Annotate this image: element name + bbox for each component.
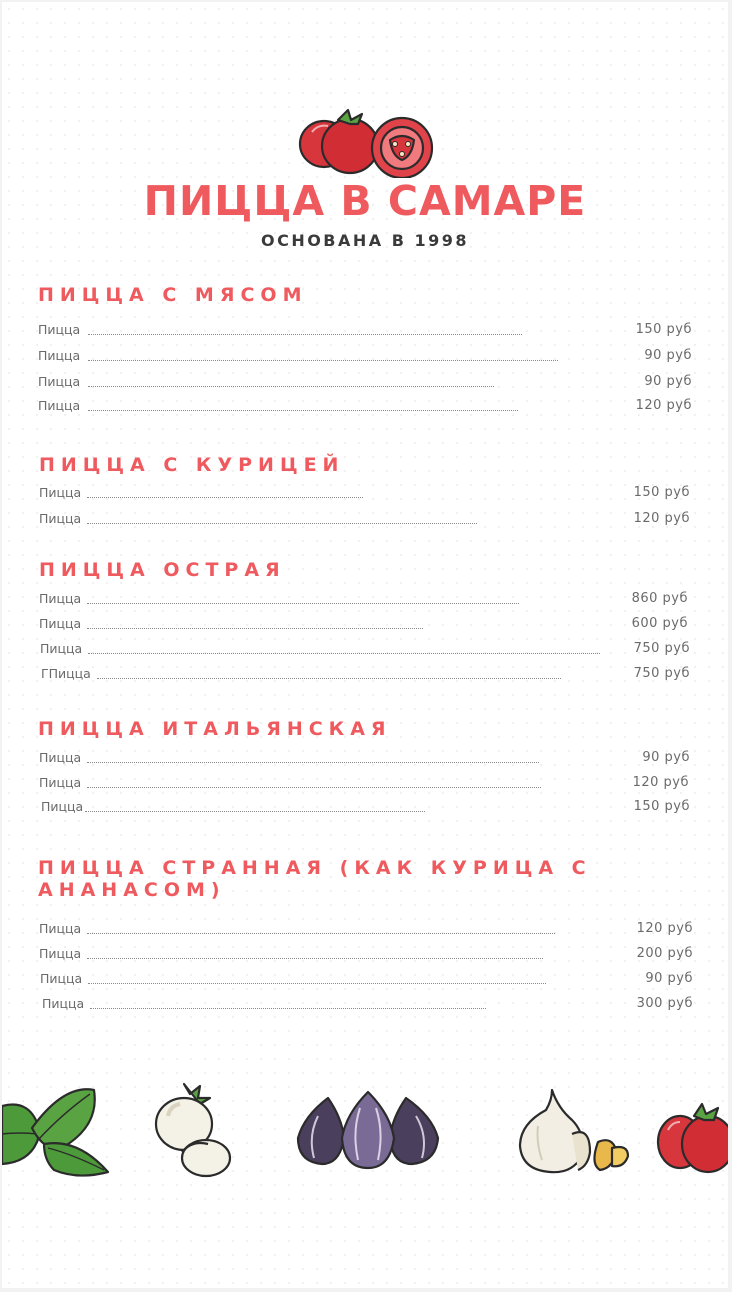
menu-item bbox=[38, 321, 692, 341]
menu-item-name: Пицца bbox=[38, 374, 81, 389]
menu-item-name: Пицца bbox=[39, 511, 82, 526]
section-title-italian: ПИЦЦА ИТАЛЬЯНСКАЯ bbox=[38, 718, 392, 740]
menu-item bbox=[39, 615, 688, 635]
menu-item-name: Пицца bbox=[39, 591, 82, 606]
dot-leader bbox=[87, 787, 541, 788]
tomatoes-icon bbox=[298, 102, 436, 178]
menu-item bbox=[38, 347, 692, 367]
menu-item-name: Пицца bbox=[38, 398, 81, 413]
menu-item-name: Пицца bbox=[39, 775, 82, 790]
menu-item-name: Пицца bbox=[40, 641, 83, 656]
menu-item-price: 90 руб bbox=[642, 750, 690, 765]
dot-leader bbox=[88, 653, 600, 654]
menu-item bbox=[39, 510, 690, 530]
dot-leader bbox=[88, 386, 494, 387]
menu-item-name: ГПицца bbox=[41, 666, 91, 681]
dot-leader bbox=[87, 497, 363, 498]
section-title-chicken: ПИЦЦА С КУРИЦЕЙ bbox=[39, 454, 345, 476]
menu-item bbox=[40, 640, 690, 660]
page-subtitle: ОСНОВАНА В 1998 bbox=[260, 231, 470, 250]
dot-leader bbox=[88, 334, 522, 335]
dot-leader bbox=[87, 933, 555, 934]
menu-item-price: 120 руб bbox=[636, 921, 693, 936]
tomato-icon bbox=[656, 1100, 728, 1174]
menu-item bbox=[39, 945, 693, 965]
menu-item-name: Пицца bbox=[40, 971, 83, 986]
red-onion-icon bbox=[294, 1088, 442, 1170]
menu-page bbox=[2, 2, 728, 1288]
menu-item-name: Пицца bbox=[38, 348, 81, 363]
garlic-icon bbox=[516, 1086, 632, 1178]
menu-item-price: 120 руб bbox=[632, 775, 689, 790]
menu-item-price: 200 руб bbox=[636, 946, 693, 961]
dot-leader bbox=[88, 983, 546, 984]
menu-item-name: Пицца bbox=[39, 946, 82, 961]
menu-item bbox=[38, 397, 692, 417]
menu-item-price: 90 руб bbox=[645, 971, 693, 986]
menu-item bbox=[38, 373, 692, 393]
menu-item bbox=[39, 774, 689, 794]
menu-item-price: 150 руб bbox=[633, 799, 690, 814]
menu-item-price: 600 руб bbox=[631, 616, 688, 631]
dot-leader bbox=[88, 360, 558, 361]
menu-item-price: 90 руб bbox=[644, 374, 692, 389]
dot-leader bbox=[87, 523, 477, 524]
dot-leader bbox=[90, 1008, 486, 1009]
menu-item-price: 750 руб bbox=[633, 641, 690, 656]
menu-item-name: Пицца bbox=[38, 322, 81, 337]
dot-leader bbox=[88, 410, 518, 411]
menu-item bbox=[41, 665, 690, 685]
menu-item bbox=[42, 995, 693, 1015]
menu-item bbox=[40, 970, 693, 990]
menu-item bbox=[41, 798, 690, 818]
dot-leader bbox=[87, 628, 423, 629]
section-title-spicy: ПИЦЦА ОСТРАЯ bbox=[39, 559, 286, 581]
menu-item-price: 150 руб bbox=[635, 322, 692, 337]
menu-item-name: Пицца bbox=[39, 485, 82, 500]
menu-item-price: 750 руб bbox=[633, 666, 690, 681]
dot-leader bbox=[87, 762, 539, 763]
menu-item-price: 120 руб bbox=[633, 511, 690, 526]
dot-leader bbox=[87, 958, 543, 959]
dot-leader bbox=[85, 811, 425, 812]
menu-item-price: 860 руб bbox=[631, 591, 688, 606]
menu-item-name: Пицца bbox=[39, 750, 82, 765]
page-title: ПИЦЦА В САМАРЕ bbox=[143, 177, 587, 225]
dot-leader bbox=[87, 603, 519, 604]
menu-item-name: Пицца bbox=[39, 921, 82, 936]
basil-leaves-icon bbox=[2, 1084, 112, 1180]
menu-item bbox=[39, 920, 693, 940]
menu-item-price: 90 руб bbox=[644, 348, 692, 363]
mozzarella-icon bbox=[152, 1078, 234, 1178]
menu-item-name: Пицца bbox=[42, 996, 85, 1011]
menu-item-price: 150 руб bbox=[633, 485, 690, 500]
menu-item bbox=[39, 749, 690, 769]
menu-item-price: 120 руб bbox=[635, 398, 692, 413]
dot-leader bbox=[97, 678, 561, 679]
menu-item bbox=[39, 484, 690, 504]
section-title-strange: ПИЦЦА СТРАННАЯ (КАК КУРИЦА С АНАНАСОМ) bbox=[38, 857, 592, 901]
menu-item-name: Пицца bbox=[41, 799, 84, 814]
menu-item-name: Пицца bbox=[39, 616, 82, 631]
menu-item bbox=[39, 590, 688, 610]
menu-item-price: 300 руб bbox=[636, 996, 693, 1011]
section-title-meat: ПИЦЦА С МЯСОМ bbox=[38, 284, 308, 306]
